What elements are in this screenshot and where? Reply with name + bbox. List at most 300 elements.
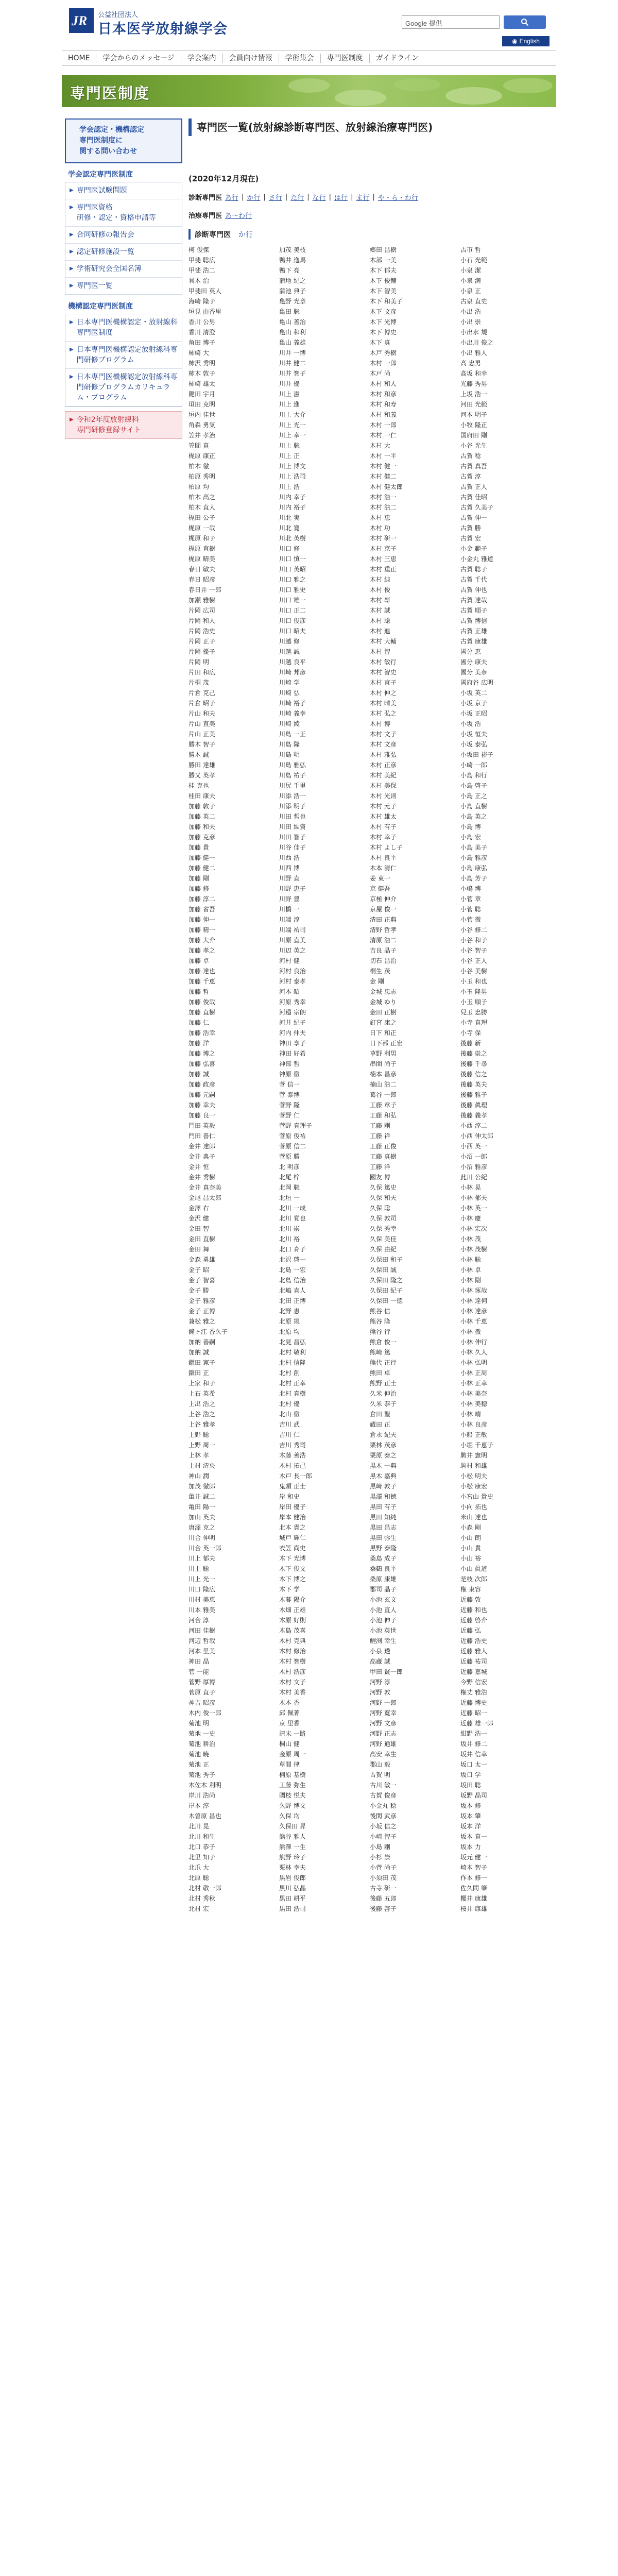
- name-cell: 木下 博之: [279, 1575, 306, 1583]
- name-cell: 小沼 一郎: [460, 1153, 487, 1160]
- name-cell: 小林 卓: [460, 1266, 481, 1274]
- name-cell: 金城 ゆり: [370, 998, 397, 1006]
- name-cell: 鍵田 宇月: [188, 391, 215, 398]
- name-cell: 後藤 啓子: [370, 1905, 397, 1912]
- name-cell: 小林 英一: [460, 1205, 487, 1212]
- name-cell: 春日 昭彦: [188, 576, 215, 583]
- name-cell: 小島 啓子: [460, 782, 487, 789]
- name-cell: 川口 雅史: [279, 586, 306, 594]
- sidebar-group: [65, 314, 182, 407]
- name-cell: 木村 進: [370, 628, 390, 635]
- name-cell: 國府谷 広明: [460, 679, 493, 686]
- sidebar-item-label: 専門医試験問題: [76, 187, 127, 195]
- name-cell: 古市 哲: [460, 246, 481, 253]
- name-cell: 高坂 和幸: [460, 370, 487, 377]
- name-cell: 香川 公男: [188, 318, 215, 326]
- name-cell: 小坂 信之: [370, 1823, 397, 1830]
- name-cell: 黒野 泰隆: [370, 1545, 397, 1552]
- name-cell: 岸田 優子: [279, 1503, 306, 1511]
- page-title: 専門医一覧(放射線診断専門医、放射線治療専門医): [188, 118, 556, 136]
- name-cell: 工藤 祥: [370, 1132, 390, 1140]
- name-cell: 上出 浩之: [188, 1400, 215, 1408]
- name-cell: 北爪 大: [188, 1864, 209, 1871]
- name-cell: 唐澤 克之: [188, 1524, 215, 1531]
- name-cell: 柏木 直人: [188, 504, 215, 511]
- name-cell: 河邉 宗朗: [279, 1009, 306, 1016]
- name-cell: 上野 周一: [188, 1442, 215, 1449]
- sidebar-item-curriculum[interactable]: [65, 369, 182, 406]
- name-cell: 小林 達伺: [460, 1297, 487, 1304]
- nav-home[interactable]: HOME: [62, 54, 96, 63]
- name-cell: 古賀 俊彦: [370, 1792, 397, 1799]
- name-cell: 米山 達也: [460, 1514, 487, 1521]
- kana-link[interactable]: な行: [312, 194, 326, 202]
- jrs-logo-icon[interactable]: [69, 8, 94, 33]
- name-cell: 岸本 淳: [188, 1802, 209, 1809]
- name-cell: 木村 浩一: [370, 494, 397, 501]
- name-cell: 上谷 浩之: [188, 1411, 215, 1418]
- name-cell: 川井 優: [279, 380, 300, 387]
- name-cell: 木下 郁夫: [370, 267, 397, 274]
- nav-specialist[interactable]: 専門医制度: [321, 54, 370, 63]
- name-cell: 片岡 正子: [188, 638, 215, 645]
- name-cell: 北口 育子: [279, 1246, 306, 1253]
- name-cell: 小池 玄文: [370, 1596, 397, 1603]
- name-cell: 小宮山 貴史: [460, 1493, 493, 1500]
- name-cell: 小島 芳子: [460, 875, 487, 882]
- separator: |: [242, 193, 244, 201]
- name-cell: 菊池 秀子: [188, 1771, 215, 1778]
- name-cell: 河辺 哲哉: [188, 1637, 215, 1645]
- sidebar-item-specialist-list[interactable]: [65, 278, 182, 295]
- name-cell: 加藤 良一: [188, 1112, 215, 1119]
- name-cell: 古賀 博信: [460, 617, 487, 624]
- name-cell: 木村 文子: [279, 1679, 306, 1686]
- banner-title: 専門医制度: [70, 84, 150, 102]
- name-cell: 坂口 学: [460, 1771, 481, 1778]
- name-cell: 北 明彦: [279, 1163, 300, 1171]
- kana-link[interactable]: か行: [247, 194, 261, 202]
- name-cell: 木村 よし子: [370, 844, 403, 851]
- name-cell: 木村 美紀: [370, 772, 397, 779]
- kana-link[interactable]: ま行: [356, 194, 370, 202]
- name-cell: 黒澤 和徳: [370, 1493, 397, 1500]
- name-cell: 加藤 克彦: [188, 834, 215, 841]
- name-cell: 國分 美奈: [460, 669, 487, 676]
- name-cell: 加藤 仁: [188, 1019, 209, 1026]
- name-cell: 小林 正幸: [460, 1380, 487, 1387]
- name-cell: 駒村 和雄: [460, 1462, 487, 1469]
- registration-line: 令和2年度放射線科: [76, 416, 139, 424]
- name-cell: 郡山 毅: [370, 1761, 390, 1768]
- arrow-icon: ▶: [70, 374, 74, 380]
- name-cell: 串間 尚子: [370, 1060, 397, 1067]
- name-cell: 小林 郁夫: [460, 1194, 487, 1201]
- name-cell: 金子 雅彦: [188, 1297, 215, 1304]
- name-cell: 川島 明: [279, 751, 300, 758]
- kana-link[interactable]: は行: [334, 194, 348, 202]
- name-cell: 小西 淳二: [460, 1122, 487, 1129]
- name-cell: 作本 修一: [460, 1874, 487, 1882]
- name-cell: 久保 篤史: [370, 1184, 397, 1191]
- name-cell: 後藤 崇之: [460, 1050, 487, 1057]
- name-cell: 木村 直子: [370, 679, 397, 686]
- name-cell: 小谷 光生: [460, 442, 487, 449]
- name-cell: 熊野 正士: [370, 1380, 397, 1387]
- name-cell: 坂口 太一: [460, 1761, 487, 1768]
- name-cell: 川井 健二: [279, 360, 306, 367]
- name-cell: 蔵田 正: [370, 1421, 390, 1428]
- name-cell: 片岡 明: [188, 658, 209, 666]
- name-cell: 工藤 正俊: [370, 1143, 397, 1150]
- name-cell: 片桐 茂: [188, 679, 209, 686]
- name-cell: 小林 茂樹: [460, 1246, 487, 1253]
- sidebar-item-board-system[interactable]: [65, 314, 182, 342]
- name-cell: 木村 研一: [370, 535, 397, 542]
- name-cell: 郡司 晶子: [370, 1586, 397, 1593]
- name-cell: 川上 博文: [279, 463, 306, 470]
- name-cell: 金田 智: [188, 1225, 209, 1232]
- name-cell: 北島 一宏: [279, 1266, 306, 1274]
- nav-about[interactable]: 学会案内: [181, 54, 223, 63]
- name-cell: 片岡 浩史: [188, 628, 215, 635]
- name-cell: 高蔵 誠: [370, 1658, 390, 1665]
- name-cell: 加藤 洋: [188, 1040, 209, 1047]
- nav-members[interactable]: 会員向け情報: [223, 54, 279, 63]
- name-cell: 駒井 憲明: [460, 1452, 487, 1459]
- name-cell: 木村 智史: [370, 669, 397, 676]
- name-cell: 川口 英昭: [279, 566, 306, 573]
- name-cell: 小林 美奈: [460, 1390, 487, 1397]
- name-cell: 金原 周一: [279, 1751, 306, 1758]
- name-cell: 小森 剛: [460, 1524, 481, 1531]
- name-cell: 木村 京子: [370, 545, 397, 552]
- name-cell: 工藤 剛: [370, 1122, 390, 1129]
- english-button[interactable]: [502, 36, 550, 46]
- name-cell: 後藤 信之: [460, 1071, 487, 1078]
- name-cell: 木下 学: [279, 1586, 300, 1593]
- name-cell: 蒲池 典子: [279, 287, 306, 295]
- name-cell: 金子 正博: [188, 1308, 215, 1315]
- name-cell: 釘宮 康之: [370, 1019, 397, 1026]
- name-cell: 金井 達郎: [188, 1143, 215, 1150]
- name-cell: 近藤 和也: [460, 1606, 487, 1614]
- arrow-icon: ▶: [70, 205, 74, 210]
- kana-link[interactable]: や・ら・わ行: [377, 194, 418, 202]
- name-cell: 國友 博: [370, 1174, 390, 1181]
- name-cell: 黒田 耕平: [279, 1895, 306, 1902]
- name-cell: 小菅 尚子: [370, 1864, 397, 1871]
- name-cell: 木村 誠: [370, 607, 390, 614]
- name-cell: 小堀 千恵子: [460, 1442, 493, 1449]
- kana-link[interactable]: さ行: [268, 194, 282, 202]
- name-cell: 今野 信宏: [460, 1679, 487, 1686]
- name-cell: 甲斐 聡広: [188, 257, 215, 264]
- name-cell: 日下 和正: [370, 1029, 397, 1037]
- name-cell: 小松 明夫: [460, 1472, 487, 1480]
- sidebar-item-joint-training[interactable]: [65, 227, 182, 244]
- name-cell: 甲斐 浩二: [188, 267, 215, 274]
- name-cell: 川村 美恵: [188, 1596, 215, 1603]
- name-cell: 川島 雅弘: [279, 761, 306, 769]
- sidebar-item-label: 日本専門医機構認定放射線科専門研修プログラムカリキュラム・プログラム: [76, 373, 178, 402]
- arrow-icon: ▶: [70, 188, 74, 193]
- name-cell: 小金丸 雅道: [460, 555, 493, 563]
- name-cell: 加納 誠: [188, 1349, 209, 1356]
- name-cell: 川上 滋: [279, 391, 300, 398]
- name-cell: 垣内 佳世: [188, 411, 215, 418]
- name-cell: 北沢 啓一: [279, 1256, 306, 1263]
- search-icon: [521, 18, 529, 26]
- name-cell: 加藤 健一: [188, 854, 215, 861]
- kana-link[interactable]: あ行: [225, 194, 239, 202]
- name-cell: 小林 聡: [460, 1256, 481, 1263]
- name-cell: 小船 正敏: [460, 1431, 487, 1438]
- name-cell: 小林 久人: [460, 1349, 487, 1356]
- sidebar-item-qualification[interactable]: [65, 199, 182, 227]
- name-cell: 木原 好則: [279, 1617, 306, 1624]
- name-cell: 姜 東一: [370, 875, 390, 882]
- name-cell: 川尻 千里: [279, 782, 306, 789]
- name-cell: 川本 雅美: [188, 1606, 215, 1614]
- name-cell: 梶田 公子: [188, 514, 215, 521]
- name-cell: 菅野 隆: [279, 1101, 300, 1109]
- name-cell: 河井 紀子: [279, 1019, 306, 1026]
- name-cell: 川上 進: [279, 401, 300, 408]
- name-cell: 菊池 明: [188, 1720, 209, 1727]
- name-grid: [188, 245, 556, 1914]
- name-cell: 黒木 一典: [370, 1462, 397, 1469]
- name-cell: 神吉 昭彦: [188, 1699, 215, 1706]
- name-cell: 小島 和行: [460, 772, 487, 779]
- name-cell: 小島 剛: [370, 1843, 390, 1851]
- name-cell: 兒玉 忠勝: [460, 1009, 487, 1016]
- name-cell: 片山 和夫: [188, 710, 215, 717]
- name-cell: 木村 三恵: [370, 555, 397, 563]
- name-cell: 久野 博文: [279, 1802, 306, 1809]
- name-cell: 小林 良彦: [460, 1421, 487, 1428]
- sidebar-item-registration-site[interactable]: [65, 411, 182, 439]
- name-cell: 鴨下 亮: [279, 267, 300, 274]
- name-cell: 河本 明子: [460, 411, 487, 418]
- name-cell: 小泉 正: [460, 287, 481, 295]
- nav-guidelines[interactable]: ガイドライン: [375, 54, 419, 62]
- name-cell: 柿木 敦子: [188, 370, 215, 377]
- name-cell: 北村 正幸: [279, 1380, 306, 1387]
- name-cell: 坂本 真一: [460, 1833, 487, 1840]
- name-cell: 菊池 耕治: [188, 1740, 215, 1748]
- name-cell: 川口 雅之: [279, 576, 306, 583]
- name-cell: 北見 昌弘: [279, 1338, 306, 1346]
- name-cell: 小坂 泰弘: [460, 741, 487, 748]
- org-name[interactable]: 日本医学放射線学会: [98, 21, 228, 37]
- name-cell: 木村 健一: [370, 463, 397, 470]
- sidebar-item-facilities[interactable]: [65, 244, 182, 261]
- search-input[interactable]: Google 提供: [402, 15, 500, 29]
- sidebar-section-head: 学会認定専門医制度: [68, 171, 133, 179]
- name-cell: 上坂 浩一: [460, 391, 487, 398]
- name-cell: 久保田 昇: [279, 1823, 306, 1830]
- name-cell: 川北 英樹: [279, 535, 306, 542]
- name-cell: 木下 光博: [370, 318, 397, 326]
- name-cell: 川崎 義幸: [279, 710, 306, 717]
- name-cell: 北村 信隆: [279, 1359, 306, 1366]
- name-cell: 木戸 長一郎: [279, 1472, 312, 1480]
- name-cell: 坂本 修: [460, 1802, 481, 1809]
- name-cell: 坂元 健一: [460, 1854, 487, 1861]
- name-cell: 金森 勇雄: [188, 1256, 215, 1263]
- name-cell: 熊谷 隆: [370, 1318, 390, 1325]
- name-cell: 加山 英夫: [188, 1514, 215, 1521]
- name-cell: 木村 和寿: [370, 401, 397, 408]
- name-cell: 垣田 克明: [188, 401, 215, 408]
- registration-line: 専門研修登録サイト: [76, 426, 141, 434]
- sidebar-item-exam[interactable]: [65, 182, 182, 199]
- name-cell: 柏木 徹: [188, 463, 209, 470]
- name-cell: 小杉 崇: [370, 1854, 390, 1861]
- kana-link[interactable]: あ〜わ行: [225, 212, 252, 220]
- name-cell: 河内 伸夫: [279, 1029, 306, 1037]
- name-cell: 栗原 泰之: [370, 1452, 397, 1459]
- name-cell: 上石 英希: [188, 1390, 215, 1397]
- ther-kana-label: 治療専門医: [188, 212, 222, 220]
- name-cell: 木村 美保: [370, 782, 397, 789]
- name-cell: 河村 健: [279, 957, 300, 964]
- name-cell: 小金丸 稔: [370, 1802, 397, 1809]
- name-cell: 木島 茂喜: [279, 1627, 306, 1634]
- name-cell: 木戸 秀樹: [370, 349, 397, 357]
- search-button[interactable]: [504, 15, 546, 29]
- name-cell: 勝木 智子: [188, 741, 215, 748]
- arrow-icon: ▶: [70, 249, 74, 255]
- name-cell: 小菅 章: [460, 895, 481, 903]
- name-cell: 熊谷 行: [370, 1328, 390, 1335]
- name-cell: 郷田 昌樹: [370, 246, 397, 253]
- name-cell: 小寺 真理: [460, 1019, 487, 1026]
- name-cell: 加藤 敦子: [188, 803, 215, 810]
- name-cell: 工藤 章子: [370, 1101, 397, 1109]
- name-cell: 小島 宏: [460, 834, 481, 841]
- name-cell: 加茂 徹郎: [188, 1483, 215, 1490]
- name-cell: 小泉 満: [460, 277, 481, 284]
- contact-promo[interactable]: [65, 118, 182, 163]
- promo-line: 関する問い合わせ: [79, 147, 137, 156]
- name-cell: 小西 伸太郎: [460, 1132, 493, 1140]
- name-cell: 佐久間 肇: [460, 1885, 487, 1892]
- name-cell: 木村 大: [370, 442, 390, 449]
- name-cell: 古賀 勝: [460, 524, 481, 532]
- name-cell: 桐山 健: [279, 1740, 300, 1748]
- name-cell: 小谷 正人: [460, 957, 487, 964]
- name-cell: 権 東容: [460, 1586, 481, 1593]
- name-cell: 亀山 和利: [279, 329, 306, 336]
- name-cell: 小島 英之: [460, 813, 487, 820]
- name-cell: 川内 幸子: [279, 494, 306, 501]
- name-cell: 上林 孝: [188, 1452, 209, 1459]
- name-cell: 栗林 茂彦: [370, 1442, 397, 1449]
- name-cell: 小山 眞道: [460, 1565, 487, 1572]
- name-cell: 清原 浩二: [370, 937, 397, 944]
- name-cell: 木村 雅弘: [370, 751, 397, 758]
- name-cell: 香川 清澄: [188, 329, 215, 336]
- name-cell: 熊崎 篤: [370, 1349, 390, 1356]
- name-cell: 川井 一博: [279, 349, 306, 357]
- name-cell: 小金 範子: [460, 545, 487, 552]
- name-cell: 古賀 正人: [460, 483, 487, 490]
- name-cell: 久保 敦司: [370, 1215, 397, 1222]
- sidebar-item-directory[interactable]: [65, 261, 182, 278]
- name-cell: 海崎 隆子: [188, 298, 215, 305]
- name-cell: 神田 晶: [188, 1658, 209, 1665]
- nav-meetings[interactable]: 学術集会: [279, 54, 321, 63]
- name-cell: 北口 恭子: [188, 1843, 215, 1851]
- name-cell: 黒岩 俊郎: [279, 1874, 306, 1882]
- name-cell: 小坂 浩: [460, 720, 481, 727]
- name-cell: 加藤 卓: [188, 957, 209, 964]
- name-cell: 小林 晃: [460, 1184, 481, 1191]
- name-cell: 坂本 力: [460, 1843, 481, 1851]
- nav-message[interactable]: 学会からのメッセージ: [96, 54, 181, 63]
- name-cell: 小谷 智子: [460, 947, 487, 954]
- name-cell: 川野 恵子: [279, 885, 306, 892]
- name-cell: 門田 英毅: [188, 1122, 215, 1129]
- name-cell: 熊澤 一生: [279, 1843, 306, 1851]
- name-cell: 北垣 一: [279, 1194, 300, 1201]
- name-cell: 加藤 政彦: [188, 1081, 215, 1088]
- name-cell: 神田 好希: [279, 1050, 306, 1057]
- name-cell: 桑鶴 良平: [370, 1565, 397, 1572]
- arrow-icon: ▶: [70, 417, 74, 422]
- name-cell: 近藤 昭一: [460, 1709, 487, 1717]
- name-cell: 梶原 晴美: [188, 555, 215, 563]
- name-cell: 小山 裕: [460, 1555, 481, 1562]
- name-cell: 北原 均: [279, 1328, 300, 1335]
- name-cell: 勝田 達雄: [188, 761, 215, 769]
- name-cell: 木村 智: [370, 648, 390, 655]
- name-cell: 近藤 博史: [460, 1699, 487, 1706]
- name-cell: 久保 聡: [370, 1205, 390, 1212]
- name-cell: 甲田 賢一郎: [370, 1668, 403, 1675]
- name-cell: 木村 雄太: [370, 813, 397, 820]
- name-cell: 古賀 聡子: [460, 566, 487, 573]
- sidebar-item-training-program[interactable]: [65, 342, 182, 369]
- name-cell: 北川 和生: [188, 1833, 215, 1840]
- global-nav: [62, 50, 556, 66]
- name-cell: 久米 伸治: [370, 1390, 397, 1397]
- sidebar-item-label: [77, 415, 141, 435]
- name-cell: 木下 和美子: [370, 298, 403, 305]
- name-cell: 小寺 保: [460, 1029, 481, 1037]
- name-cell: 金澤 右: [188, 1205, 209, 1212]
- name-cell: 上谷 雅孝: [188, 1421, 215, 1428]
- name-cell: 近藤 浩史: [460, 1637, 487, 1645]
- name-cell: 川原 直美: [279, 937, 306, 944]
- name-cell: 北原 聡: [188, 1874, 209, 1882]
- kana-link[interactable]: た行: [290, 194, 304, 202]
- name-cell: 久保 均: [279, 1812, 300, 1820]
- name-cell: 小林 伸行: [460, 1338, 487, 1346]
- name-cell: 菅原 直子: [188, 1689, 215, 1696]
- name-cell: 近藤 雄一郎: [460, 1720, 493, 1727]
- site-header: [62, 0, 556, 50]
- name-cell: 黒田 浩司: [279, 1905, 306, 1912]
- sidebar-item-label: 合同研修の報告会: [76, 231, 134, 239]
- name-cell: 後藤 義孝: [460, 1112, 487, 1119]
- name-cell: 梶原 康正: [188, 452, 215, 460]
- name-cell: 北島 信治: [279, 1277, 306, 1284]
- name-cell: 川上 光一: [188, 1575, 215, 1583]
- name-cell: 熊谷 信: [370, 1308, 390, 1315]
